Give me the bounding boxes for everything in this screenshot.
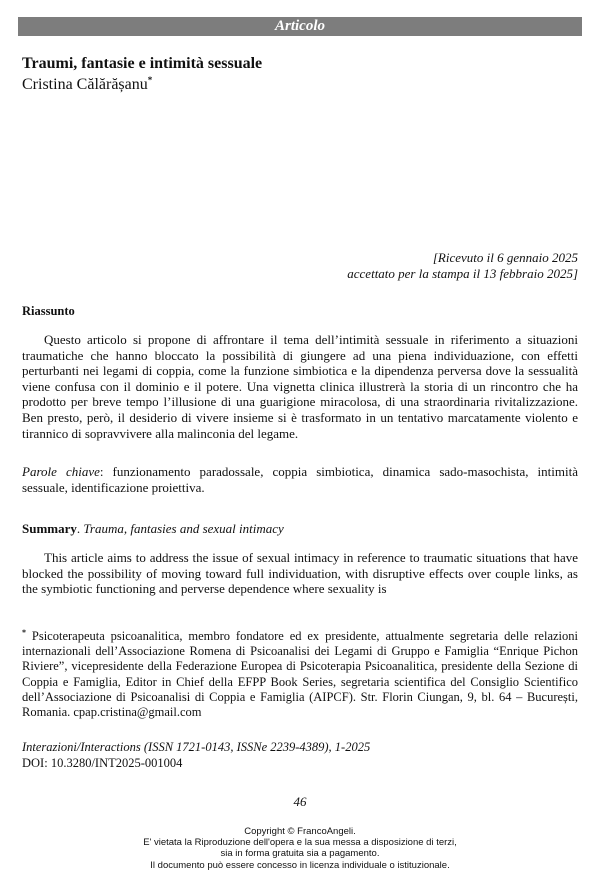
summary-subtitle: Trauma, fantasies and sexual intimacy (83, 521, 284, 536)
abstract-heading: Riassunto (22, 304, 75, 318)
section-header-band (18, 17, 582, 36)
copyright-line: sia in forma gratuita sia a pagamento. (220, 848, 380, 860)
author-footnote-mark[interactable]: * (147, 75, 153, 85)
copyright-notice (0, 826, 600, 871)
footnote-text: Psicoterapeuta psicoanalitica, membro fondatore ed ex presidente, attualmente segretaria delle relazioni internazionali dell’Associazione Romena di Psicoanalisi dei Legami di Gruppo e Famiglia “Enrique Pichon Riviere”, vicepresidente della Federazione Europea di Psicoterapia Psicoanalitica, presidente della Sezione di Coppia e Famiglia, Editor in Chief della EFPP Book Series, segretaria scientifica del Consiglio Scientifico dell’Associazione di Psicoanalisi di Coppia e Famiglia (AIPCF). Str. Florin Ciungan, 9, bl. 64 – București, Romania. cpap.cristina@gmail.com (22, 629, 578, 720)
doi[interactable]: DOI: 10.3280/INT2025-001004 (22, 755, 183, 770)
author-name: Cristina Călărășanu (22, 76, 148, 93)
summary-heading (22, 521, 284, 537)
summary-label: Summary (22, 521, 77, 536)
summary-body: This article aims to address the issue of sexual intimacy in reference to traumatic situations that have blocked the possibility of moving toward full individuation, with disruptive effects over couple links, as the symbiotic functioning and perverse dependence where sexuality is (22, 550, 578, 597)
accepted-line: accettato per la stampa il 13 febbraio 2025] (347, 266, 578, 281)
summary-separator: . (76, 521, 84, 536)
copyright-line: E' vietata la Riproduzione dell'opera e la sua messa a disposizione di terzi, (143, 837, 457, 849)
copyright-line: Il documento può essere concesso in licenza individuale o istituzionale. (150, 859, 450, 871)
footnote-mark: * (22, 628, 26, 637)
keywords-label: Parole chiave (22, 464, 100, 479)
copyright-line: Copyright © FrancoAngeli. (244, 826, 356, 837)
article-title: Traumi, fantasie e intimità sessuale (22, 55, 263, 72)
journal-citation: Interazioni/Interactions (ISSN 1721-0143, ISSNe 2239-4389), 1-2025 (22, 740, 371, 754)
article-author (22, 75, 152, 94)
received-dates (158, 250, 578, 282)
keywords (22, 464, 578, 495)
section-label: Articolo (274, 18, 325, 34)
abstract-body: Questo articolo si propone di affrontare il tema dell’intimità sessuale in riferimento a situazioni traumatiche che hanno bloccato la possibilità di giungere ad una piena individuazione, con effetti perturbanti nei legami di coppia, come la funzione simbiotica e la dipendenza perversa dove la sessualità viene confusa con il dominio e il potere. Una vignetta clinica illustrerà la storia di un rincontro che ha prodotto per breve tempo l’illusione di una guarigione miracolosa, di una straordinaria rivitalizzazione. Ben presto, però, il desiderio di vivere insieme si è trasformato in un tentativo marcatamente violento e tirannico di sopravvivere alla malinconia del legame. (22, 332, 578, 441)
keywords-list: : funzionamento paradossale, coppia simbiotica, dinamica sado-masochista, intimità sessuale, identificazione proiettiva. (22, 464, 578, 495)
page-number: 46 (293, 794, 307, 809)
author-footnote (22, 625, 578, 720)
journal-info (22, 740, 370, 771)
received-line: [Ricevuto il 6 gennaio 2025 (432, 250, 578, 265)
